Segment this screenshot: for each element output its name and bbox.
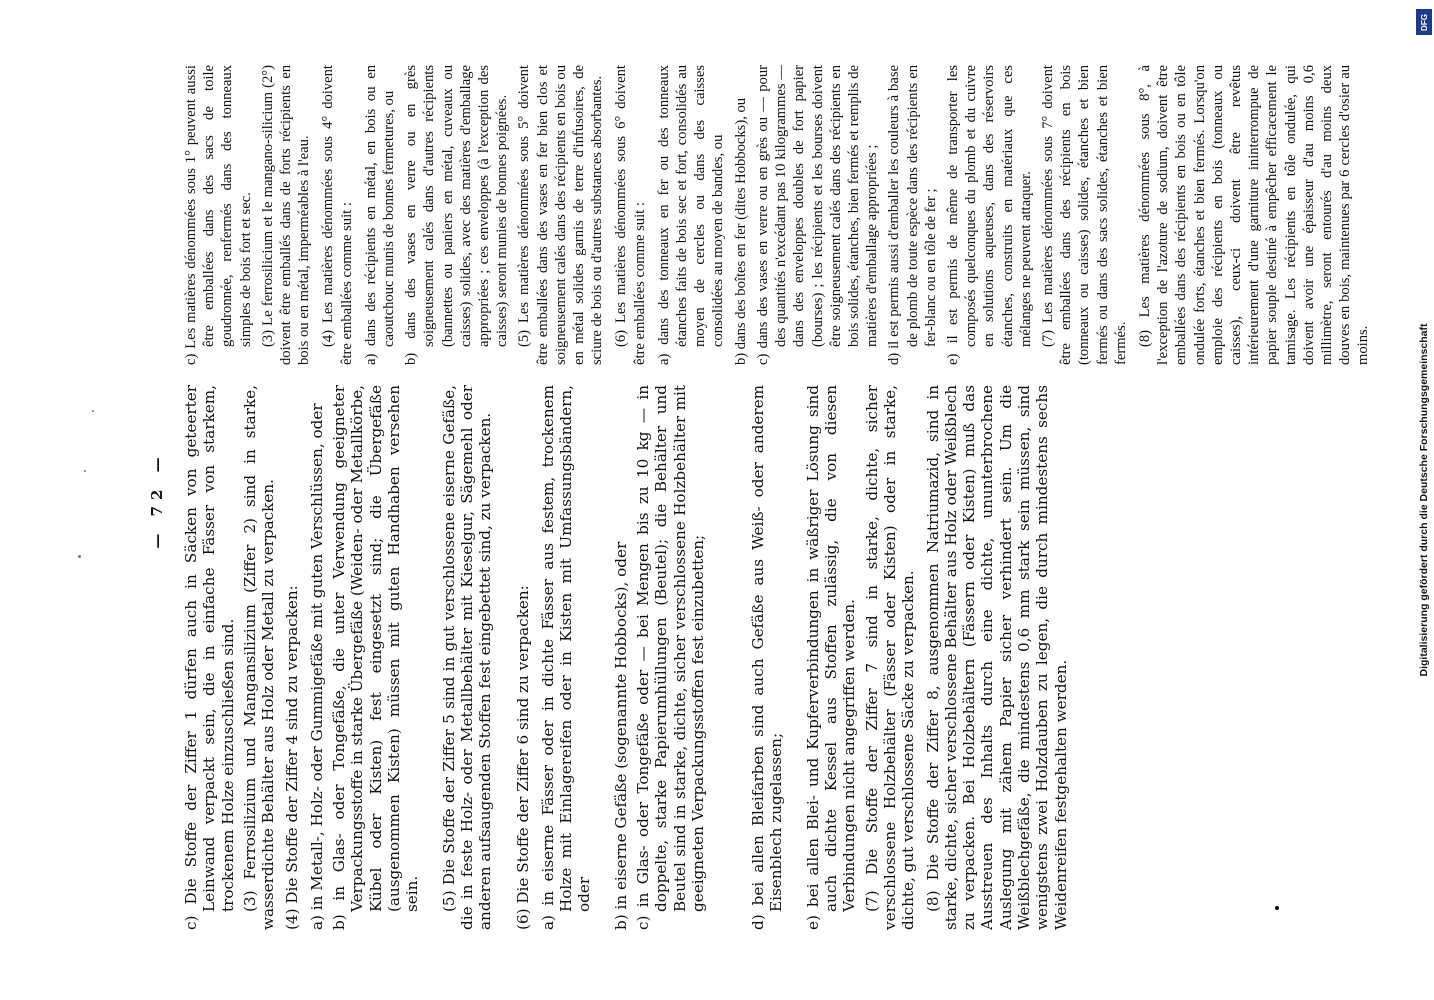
french-para-6a: a) dans des tonneaux en fer ou des tonneaux étanches faits de bois sec et fort, consolidés au moyen de cercles ou dans des caisses consolidées au moyen de bandes, ou	[655, 65, 727, 365]
german-para-6d: d) bei allen Bleifarben sind auch Gefäße aus Weiß- oder anderem Eisenblech zugelassen;	[749, 385, 786, 930]
print-dot	[1275, 906, 1279, 910]
french-para-4: (4) Les matières dénommées sous 4° doivent être emballées comme suit :	[320, 65, 355, 365]
french-para-6b: b) dans des boîtes en fer (dites Hobbocks), ou	[732, 97, 749, 365]
french-para-4a: a) dans des récipients en métal, en bois ou en caoutchouc munis de bonnes fermetures, ou	[362, 65, 398, 365]
french-para-6e: e) il est permis de même de transporter les composés quelconques du plomb et du cuivre en solutions aqueuses, dans des réservoirs étanches, construits en matériaux que ces mélanges ne peuvent attaquer.	[944, 65, 1034, 365]
german-para-5: (5) Die Stoffe der Ziffer 5 sind in gut verschlossene eiserne Gefäße, die in feste Holz- oder Metallbehälter mit Kieselgur, Sägemehl oder anderen aufsaugenden Stoffen fest eingebettet sind, zu verpacken.	[439, 385, 495, 930]
french-para-c: c) Les matières dénommées sous 1° peuvent aussi être emballées dans des sacs de toile goudronnée, renfermés dans des tonneaux simples de bois fort et sec.	[183, 65, 254, 365]
german-para-c: c) Die Stoffe der Ziffer 1 dürfen auch in Säcken von geteerter Leinwand verpackt sein, die in einfache Fässer von starkem, trockenem Holze einzuschließen sind.	[182, 385, 237, 930]
german-para-4b: b) in Glas- oder Tongefäße, die unter Verwendung geeigneter Verpackungsstoffe in starke Übergefäße (Weiden- oder Metallkörbe, Kübel oder Kisten) fest eingesetzt sind; die Übergefäße (ausgenommen Kisten) müssen mit guten Handhaben versehen sein.	[330, 385, 422, 930]
digitization-note: Digitalisierung gefördert durch die Deutsche Forschungsgemeinschaft	[1418, 323, 1430, 677]
french-para-7: (7) Les matières dénommées sous 7° doivent être emballées dans des récipients en bois (tonneaux ou caisses) solides, étanches et bien fermés ou dans des sacs solides, étanches et bien fermés.	[1039, 65, 1129, 365]
rotated-page-body	[142, 60, 1372, 940]
german-para-6a: a) in eiserne Fässer oder in dichte Fässer aus festem, trockenem Holze mit Einlagereifen oder in Kisten mit Umfassungsbändern, oder	[538, 385, 594, 930]
dfg-logo	[1416, 9, 1432, 35]
french-para-5: (5) Les matières dénommées sous 5° doivent être emballées dans des vases en fer bien clos et soigneusement calés dans des récipients en bois ou en métal solides garnis de terre d'infusoires, de sciure de bois ou d'autres substances absorbantes.	[516, 65, 606, 365]
german-para-8: (8) Die Stoffe der Ziffer 8, ausgenommen Natriumazid, sind in starke, dichte, sicher verschlossene Behälter aus Holz oder Weißblech zu verpacken. Bei Holzbehältern (Fässern oder Kisten) muß das Ausstreuen des Inhalts durch eine dichte, ununterbrochene Auslegung mit zähem Papier sicher verhindert sein. Um die Weißblechgefäße, die mindestens 0,6 mm stark sein müssen, sind wenigstens zwei Holzdauben zu legen, die durch mindestens sechs Weidenreifen festgehalten werden.	[923, 385, 1070, 930]
french-para-6: (6) Les matières dénommées sous 6° doivent être emballées comme suit :	[613, 65, 648, 365]
german-para-3: (3) Ferrosilizium und Mangansilizium (Ziffer 2) sind in starke, wasserdichte Behälter aus Holz oder Metall zu verpacken.	[240, 385, 278, 930]
scan-speck	[92, 410, 94, 412]
german-para-7: (7) Die Stoffe der Ziffer 7 sind in starke, dichte, sicher verschlossene Holzbehälter (Fässer oder Kisten) oder in starke, dichte, gut verschlossene Säcke zu verpacken.	[862, 385, 918, 930]
french-para-4b: b) dans des vases en verre ou en grès soigneusement calés dans d'autres récipients (bannettes ou paniers en métal, cuveaux ou caisses) solides, avec des matières d'emballage appropriées ; ces enveloppes (à l'exception des caisses) seront munies de bonnes poignées.	[403, 65, 511, 365]
german-para-4a: a) in Metall-, Holz- oder Gummigefäße mit guten Verschlüssen, oder	[307, 403, 326, 930]
german-column	[182, 385, 1076, 930]
french-para-6c: c) dans des vases en verre ou en grès ou — pour des quantités n'excédant pas 10 kilogrammes — dans des enveloppes doubles de fort papier (bourses) ; les récipients et les bourses doivent être soigneusement calés dans des récipients en bois solides, étanches, bien fermés et remplis de matières d'emballage appropriées ;	[754, 65, 881, 365]
german-para-6: (6) Die Stoffe der Ziffer 6 sind zu verpacken:	[514, 585, 533, 930]
german-para-4: (4) Die Stoffe der Ziffer 4 sind zu verpacken:	[283, 585, 302, 930]
french-para-6d: d) il est permis aussi d'emballer les couleurs à base de plomb de toute espèce dans des récipients en fer-blanc ou en tôle de fer ;	[886, 65, 939, 365]
scan-speck	[78, 555, 81, 558]
german-para-6b: b) in eiserne Gefäße (sogenannte Hobbocks), oder	[611, 541, 630, 930]
german-para-6e: e) bei allen Blei- und Kupferverbindungen in wäßriger Lösung sind auch dichte Kessel aus Stoffen zulässig, die von diesen Verbindungen nicht angegriffen werden.	[803, 385, 859, 930]
page-number: — 72 —	[148, 451, 166, 549]
french-column	[182, 65, 1379, 365]
german-para-6c: c) in Glas- oder Tongefäße oder — bei Mengen bis zu 10 kg — in doppelte, starke Papierumhüllungen (Beutel); die Behälter und Beutel sind in starke, dichte, sicher verschlossene Holzbehälter mit geeigneten Verpackungsstoffen fest einzubetten;	[633, 385, 707, 930]
french-para-3: (3) Le ferrosilicium et le mangano-silicium (2°) doivent être emballés dans de forts récipients en bois ou en métal, imperméables à l'eau.	[259, 65, 313, 365]
scan-speck	[84, 470, 86, 472]
french-para-8: (8) Les matières dénommées sous 8°, à l'exception de l'azoture de sodium, doivent être emballées dans des récipients en bois ou en tôle ondulée forts, étanches et bien fermés. Lorsqu'on emploie des récipients en bois (tonneaux ou caisses), ceux-ci doivent être revêtus intérieurement d'une garniture ininterrompue de papier souple destiné à empêcher efficacement le tamisage. Les récipients en tôle ondulée, qui doivent avoir une épaisseur d'au moins 0,6 millimètre, seront entourés d'au moins deux douves en bois, maintenues par 6 cercles d'osier au moins.	[1136, 65, 1372, 365]
dfg-logo-text: DFG	[1419, 13, 1429, 31]
